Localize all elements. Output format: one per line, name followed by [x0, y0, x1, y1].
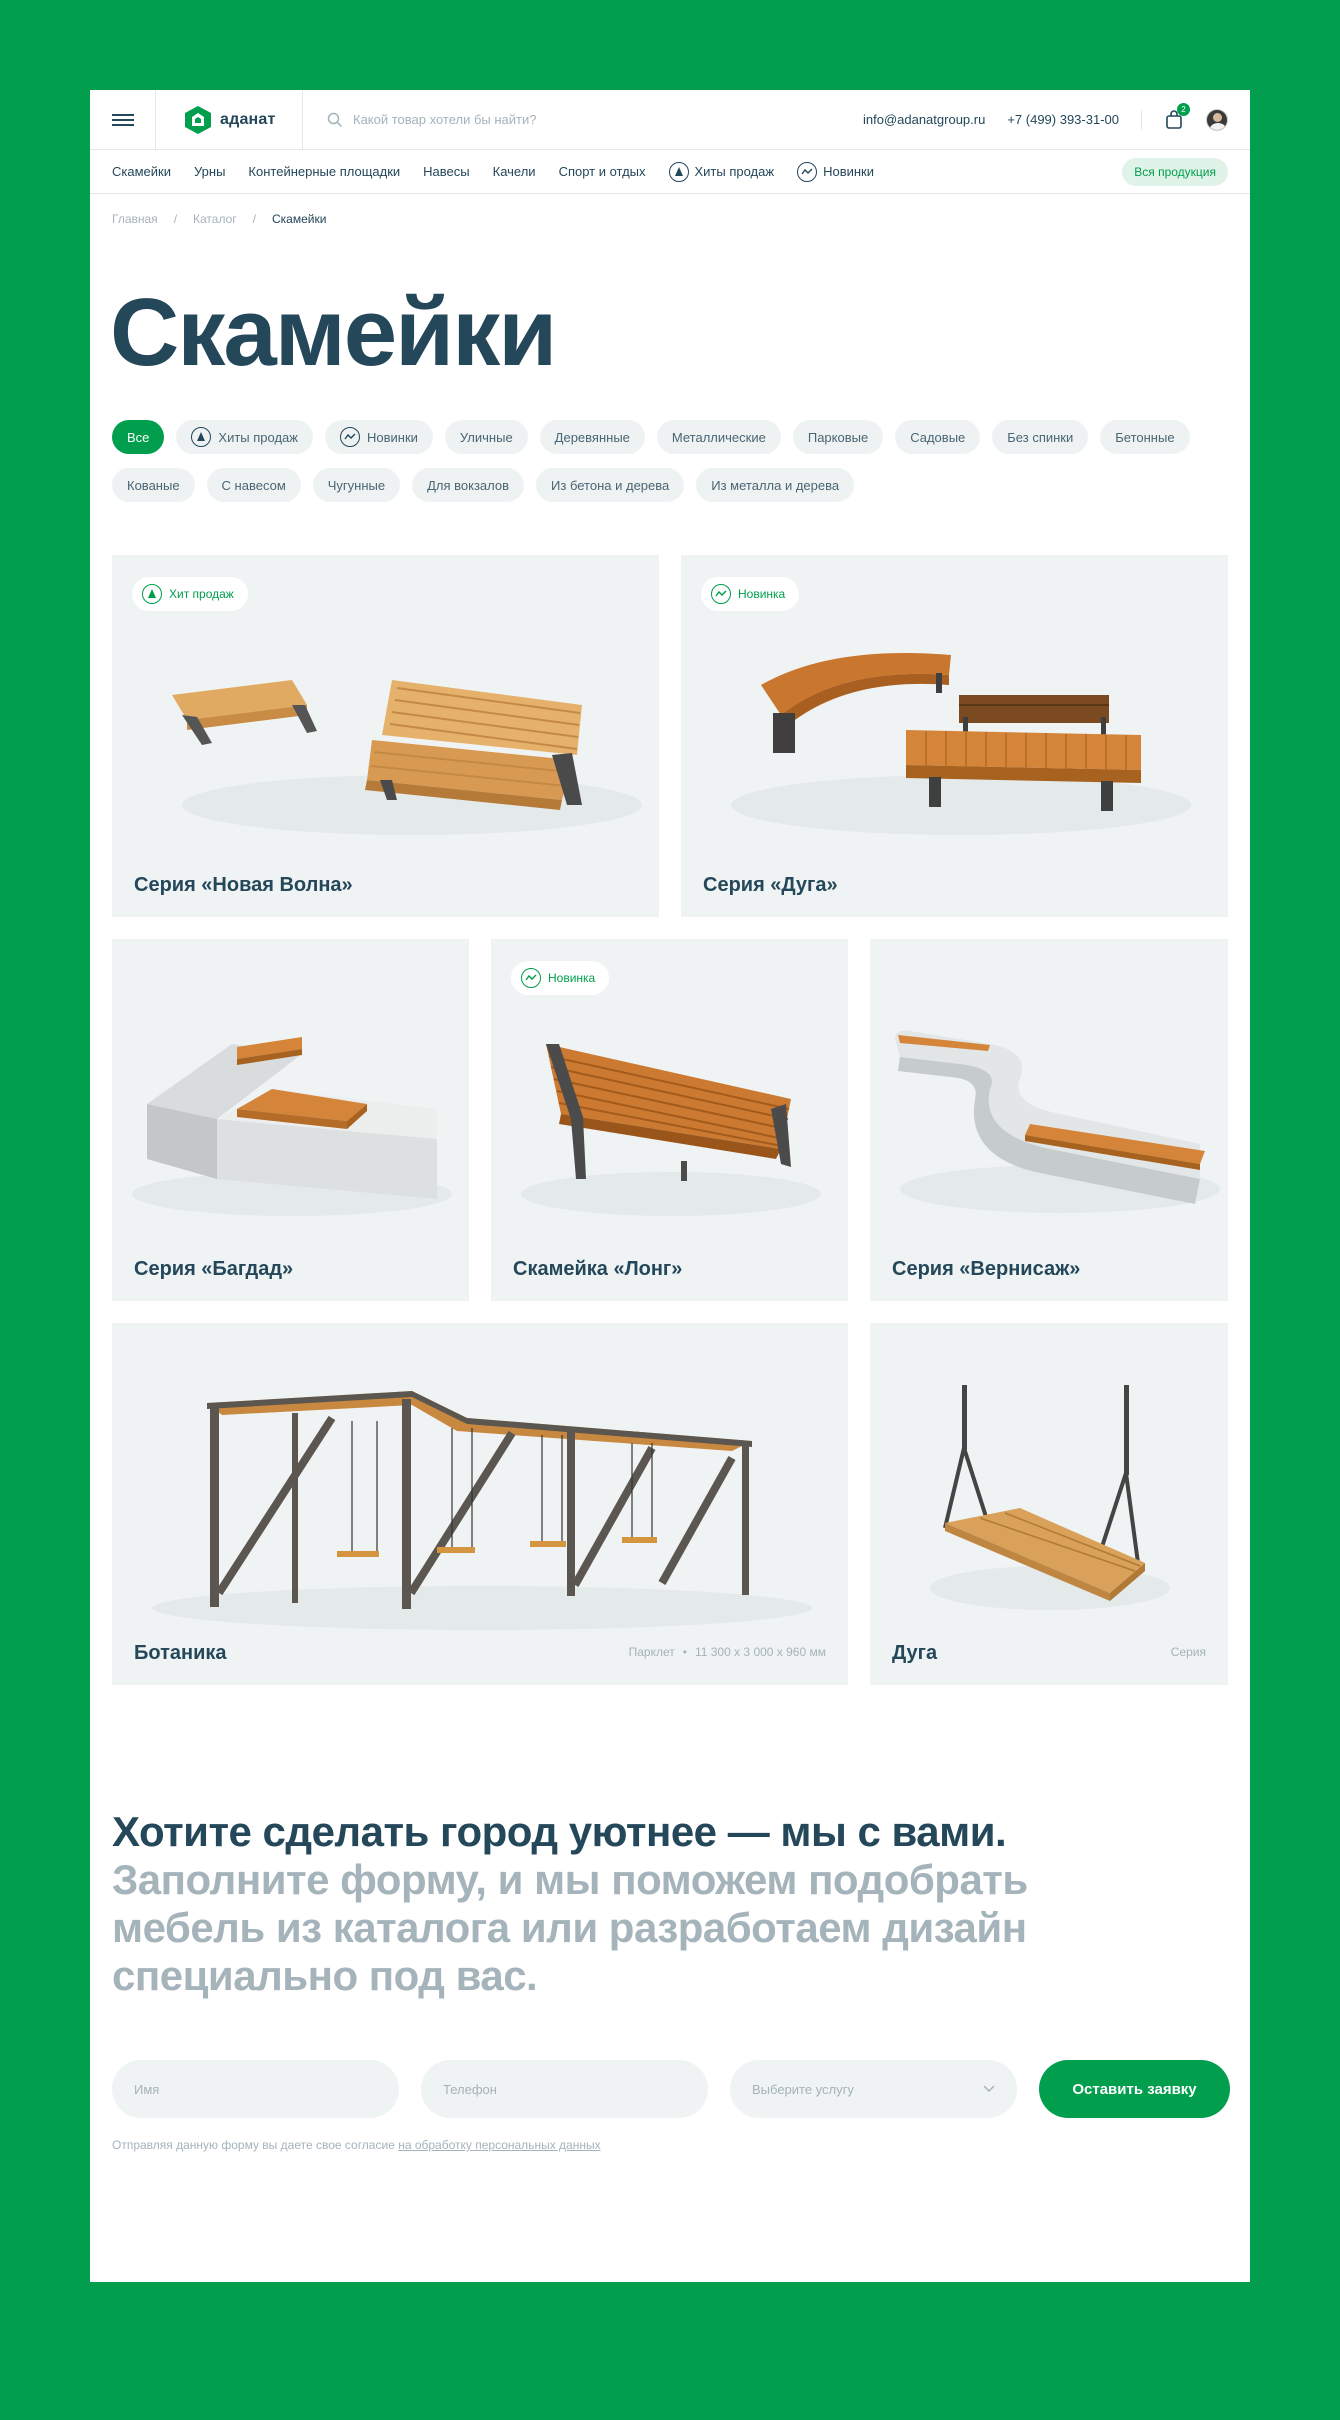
filter-stations[interactable]: Для вокзалов — [412, 468, 524, 502]
card-badge-label: Новинка — [548, 971, 596, 985]
filter-chips — [112, 420, 1232, 502]
request-form — [112, 2060, 1230, 2118]
hit-icon — [669, 162, 689, 182]
new-icon — [797, 162, 817, 182]
filter-metal-wood[interactable]: Из металла и дерева — [696, 468, 854, 502]
card-badge-label: Новинка — [738, 587, 786, 601]
header-divider — [1141, 110, 1142, 130]
bench-image — [112, 939, 469, 1301]
consent-text — [112, 2138, 601, 2152]
nav-item-swings[interactable]: Качели — [492, 164, 536, 179]
filter-new[interactable] — [325, 420, 433, 454]
card-title: Серия «Багдад» — [134, 1258, 294, 1280]
all-products-button[interactable]: Вся продукция — [1122, 158, 1228, 186]
product-card-long[interactable] — [491, 939, 848, 1301]
submit-button[interactable]: Оставить заявку — [1039, 2060, 1230, 2118]
name-field[interactable] — [112, 2060, 399, 2118]
search-input[interactable] — [353, 112, 653, 127]
hit-icon — [142, 584, 162, 604]
product-card-vernisazh[interactable] — [870, 939, 1228, 1301]
nav-item-urns[interactable]: Урны — [193, 164, 226, 179]
filter-concrete-wood[interactable]: Из бетона и дерева — [536, 468, 684, 502]
cta-heading-light: Заполните форму, и мы поможем подобрать мебель из каталога или разработаем дизайн специально под вас. — [112, 1856, 1028, 1999]
cart-count-badge: 2 — [1177, 103, 1190, 116]
card-meta — [1171, 1645, 1206, 1659]
logo-text: аданат — [220, 110, 276, 128]
filter-forged[interactable]: Кованые — [112, 468, 195, 502]
menu-icon — [112, 114, 134, 126]
phone-field[interactable] — [421, 2060, 708, 2118]
filter-metal[interactable]: Металлические — [657, 420, 781, 454]
card-meta-type: Парклет — [628, 1645, 675, 1659]
nav-item-new[interactable] — [797, 162, 874, 182]
filter-hits-label: Хиты продаж — [218, 429, 298, 445]
cta-heading — [112, 1808, 1152, 2000]
card-title: Серия «Дуга» — [703, 874, 838, 896]
filter-garden[interactable]: Садовые — [895, 420, 980, 454]
service-select[interactable] — [730, 2060, 1017, 2118]
swing-image — [870, 1323, 1228, 1685]
service-select-placeholder: Выберите услугу — [752, 2081, 854, 2097]
nav-item-sport[interactable]: Спорт и отдых — [558, 164, 646, 179]
main-nav — [90, 150, 1250, 194]
nav-item-canopies[interactable]: Навесы — [423, 164, 470, 179]
product-card-bagdad[interactable] — [112, 939, 469, 1301]
cta-heading-dark: Хотите сделать город уютнее — мы с вами. — [112, 1808, 1007, 1855]
card-meta — [629, 1645, 826, 1659]
card-title: Серия «Вернисаж» — [892, 1258, 1081, 1280]
meta-dot: • — [682, 1645, 687, 1659]
new-icon — [521, 968, 541, 988]
consent-prefix: Отправляя данную форму вы даете свое согласие — [112, 2138, 399, 2152]
logo-icon — [184, 105, 212, 135]
breadcrumb-catalog[interactable]: Каталог — [193, 212, 237, 226]
nav-item-new-label: Новинки — [823, 164, 874, 179]
filter-hits[interactable] — [176, 420, 313, 454]
avatar[interactable] — [1206, 109, 1228, 131]
card-title: Скамейка «Лонг» — [513, 1258, 683, 1280]
phone-link[interactable]: +7 (499) 393-31-00 — [1007, 112, 1119, 127]
breadcrumb — [112, 212, 326, 226]
filter-wooden[interactable]: Деревянные — [540, 420, 645, 454]
logo[interactable] — [156, 90, 303, 149]
page-title: Скамейки — [110, 279, 556, 386]
filter-concrete[interactable]: Бетонные — [1100, 420, 1189, 454]
new-icon — [340, 427, 360, 447]
contacts — [862, 104, 1250, 131]
card-badge-new — [701, 577, 799, 611]
bench-image — [870, 939, 1228, 1301]
card-badge-new — [511, 961, 609, 995]
card-meta-type: Серия — [1170, 1645, 1206, 1659]
hit-icon — [191, 427, 211, 447]
nav-item-hits[interactable] — [669, 162, 775, 182]
product-card-duga-swing[interactable] — [870, 1323, 1228, 1685]
product-card-botanika[interactable] — [112, 1323, 848, 1685]
nav-item-hits-label: Хиты продаж — [694, 164, 775, 179]
card-meta-size: 11 300 x 3 000 x 960 мм — [694, 1645, 826, 1659]
breadcrumb-home[interactable]: Главная — [112, 212, 158, 226]
breadcrumb-separator: / — [252, 212, 256, 226]
card-title: Дуга — [892, 1642, 938, 1664]
search-icon — [327, 112, 343, 128]
breadcrumb-current: Скамейки — [272, 212, 327, 226]
breadcrumb-separator: / — [173, 212, 178, 226]
product-card-novaya-volna[interactable] — [112, 555, 659, 917]
header — [90, 90, 1250, 150]
card-title: Ботаника — [134, 1642, 227, 1664]
cart-button[interactable] — [1164, 104, 1186, 130]
card-title: Серия «Новая Волна» — [134, 874, 353, 896]
filter-cast-iron[interactable]: Чугунные — [313, 468, 400, 502]
chevron-down-icon — [983, 2085, 995, 2093]
card-badge-label: Хит продаж — [169, 587, 234, 601]
search — [303, 90, 863, 149]
consent-link[interactable]: на обработку персональных данных — [398, 2138, 601, 2152]
email-link[interactable]: info@adanatgroup.ru — [862, 112, 986, 127]
filter-backless[interactable]: Без спинки — [992, 420, 1088, 454]
filter-street[interactable]: Уличные — [445, 420, 528, 454]
nav-item-container-sites[interactable]: Контейнерные площадки — [248, 164, 401, 179]
filter-new-label: Новинки — [366, 429, 418, 445]
nav-item-benches[interactable]: Скамейки — [112, 164, 171, 179]
filter-all[interactable]: Все — [112, 420, 164, 454]
page — [90, 90, 1250, 2282]
filter-park[interactable]: Парковые — [793, 420, 883, 454]
product-card-duga-series[interactable] — [681, 555, 1228, 917]
filter-canopy[interactable]: С навесом — [207, 468, 301, 502]
parklet-image — [112, 1323, 848, 1685]
new-icon — [711, 584, 731, 604]
card-badge-hit — [132, 577, 248, 611]
menu-button[interactable] — [90, 90, 156, 149]
